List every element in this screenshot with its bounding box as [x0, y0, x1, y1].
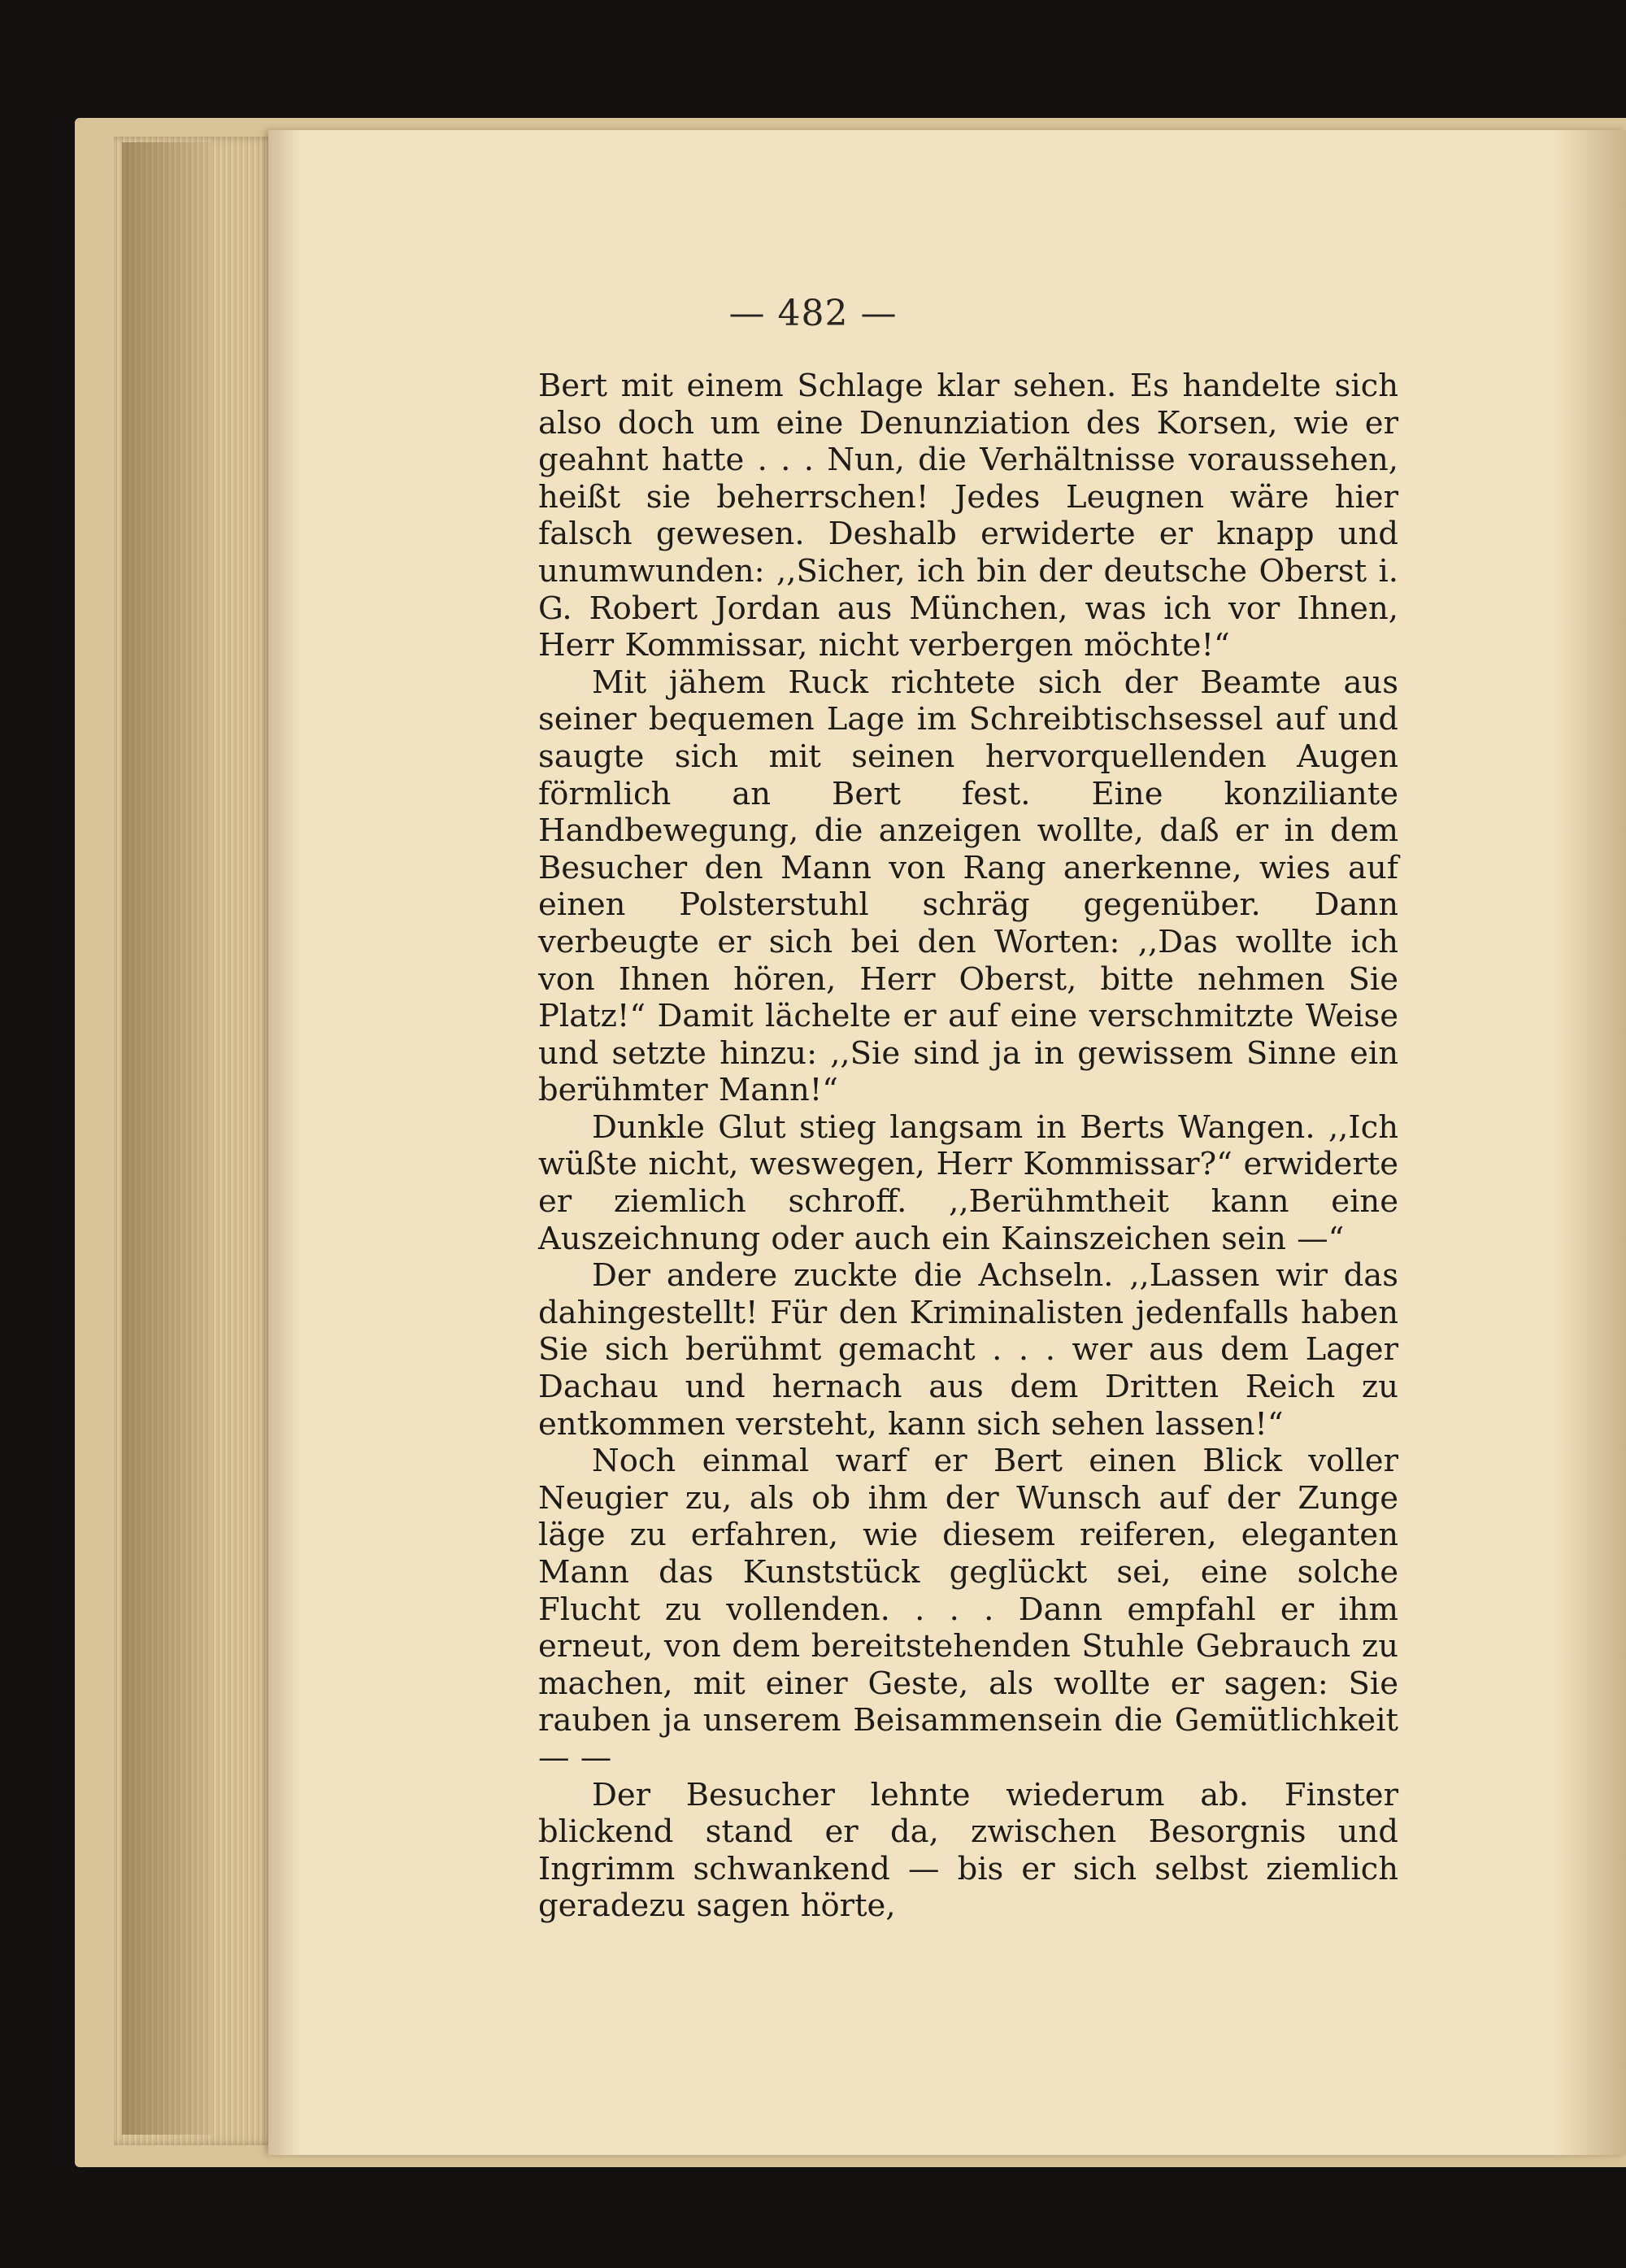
- paragraph: Der Besucher lehnte wiederum ab. Finster blickend stand er da, zwischen Besorgnis und Ingrimm schwankend — bis er sich selbst ziemlich geradezu sagen hörte,: [538, 1776, 1398, 1925]
- body-text: [538, 368, 1398, 1925]
- page-edges-shadow: [122, 142, 211, 2135]
- paragraph: Bert mit einem Schlage klar sehen. Es handelte sich also doch um eine Denunziation des Korsen, wie er geahnt hatte . . . Nun, die Verhältnisse voraussehen, heißt sie beherrschen! Jedes Leugnen wäre hier falsch gewesen. Deshalb erwiderte er knapp und unumwunden: ,,Sicher, ich bin der deutsche Oberst i. G. Robert Jordan aus München, was ich vor Ihnen, Herr Kommissar, nicht verbergen möchte!“: [538, 368, 1398, 664]
- paragraph: Noch einmal warf er Bert einen Blick voller Neugier zu, als ob ihm der Wunsch auf der Zunge läge zu erfahren, wie diesem reiferen, eleganten Mann das Kunststück geglückt sei, eine solche Flucht zu vollenden. . . . Dann empfahl er ihm erneut, von dem bereitstehenden Stuhle Gebrauch zu machen, mit einer Geste, als wollte er sagen: Sie rauben ja unserem Beisammensein die Gemütlichkeit — —: [538, 1443, 1398, 1776]
- paragraph: Der andere zuckte die Achseln. ,,Lassen wir das dahingestellt! Für den Kriminalisten jedenfalls haben Sie sich berühmt gemacht . . . wer aus dem Lager Dachau und hernach aus dem Dritten Reich zu entkommen versteht, kann sich sehen lassen!“: [538, 1257, 1398, 1443]
- page-number: — 482 —: [728, 293, 898, 334]
- page-edge-shadow: [1553, 130, 1626, 2155]
- gutter-shadow: [268, 130, 301, 2155]
- paragraph: Mit jähem Ruck richtete sich der Beamte aus seiner bequemen Lage im Schreibtischsessel auf und saugte sich mit seinen hervorquellenden Augen förmlich an Bert fest. Eine konziliante Handbewegung, die anzeigen wollte, daß er in dem Besucher den Mann von Rang anerkenne, wies auf einen Polsterstuhl schräg gegenüber. Dann verbeugte er sich bei den Worten: ,,Das wollte ich von Ihnen hören, Herr Oberst, bitte nehmen Sie Platz!“ Damit lächelte er auf eine verschmitzte Weise und setzte hinzu: ,,Sie sind ja in gewissem Sinne ein berühmter Mann!“: [538, 664, 1398, 1109]
- paragraph: Dunkle Glut stieg langsam in Berts Wangen. ,,Ich wüßte nicht, weswegen, Herr Kommissar?“ erwiderte er ziemlich schroff. ,,Berühmtheit kann eine Auszeichnung oder auch ein Kainszeichen sein —“: [538, 1108, 1398, 1257]
